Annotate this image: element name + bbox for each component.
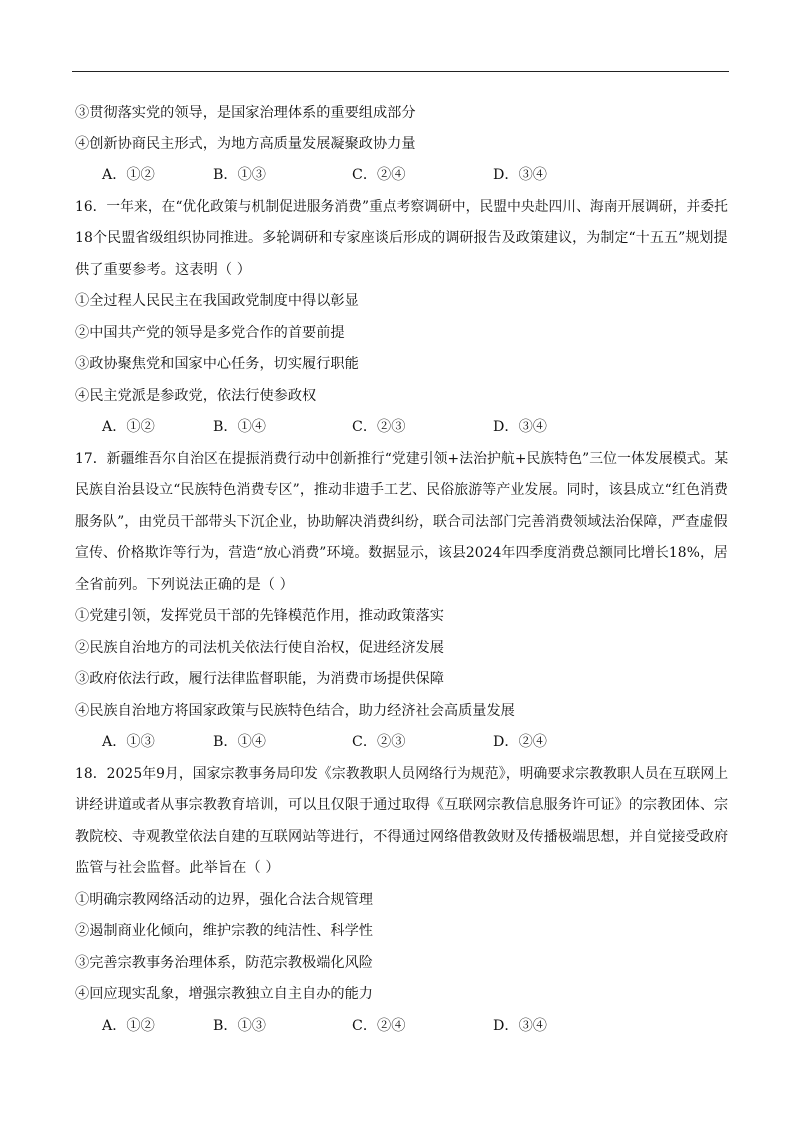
q15-option-c[interactable]: C．②④ (352, 167, 406, 183)
q17-stem-line-1: 17．新疆维吾尔自治区在提振消费行动中创新推行“党建引领+法治护航+民族特色”三位一体发展模式。某 (75, 451, 729, 467)
q15-option-d[interactable]: D．③④ (493, 167, 547, 183)
q16-option-d[interactable]: D．③④ (493, 419, 547, 435)
q18-stem-line-4: 监管与社会监督。此举旨在（ ） (75, 860, 280, 876)
q18-statement-2: ②遏制商业化倾向，维护宗教的纯洁性、科学性 (75, 923, 373, 939)
q18-stem-line-2: 讲经讲道或者从事宗教教育培训，可以且仅限于通过取得《互联网宗教信息服务许可证》的宗教团体、宗 (75, 797, 729, 813)
q18-option-d[interactable]: D．③④ (493, 1018, 547, 1034)
q16-statement-1: ①全过程人民民主在我国政党制度中得以彰显 (75, 293, 359, 309)
q16-stem-line-1: 16．一年来，在“优化政策与机制促进服务消费”重点考察调研中，民盟中央赴四川、海南开展调研，并委托 (75, 199, 728, 215)
q17-stem-line-2: 民族自治县设立“民族特色消费专区”，推动非遗手工艺、民俗旅游等产业发展。同时，该县成立“红色消费 (75, 482, 729, 498)
q18-stem-line-1: 18．2025年9月，国家宗教事务局印发《宗教教职人员网络行为规范》，明确要求宗教教职人员在互联网上 (75, 766, 729, 782)
q15-option-b[interactable]: B．①③ (213, 167, 266, 183)
q16-statement-4: ④民主党派是参政党，依法行使参政权 (75, 388, 317, 404)
q17-option-b[interactable]: B．①④ (213, 734, 266, 750)
q17-statement-2: ②民族自治地方的司法机关依法行使自治权，促进经济发展 (75, 640, 444, 656)
q15-option-a[interactable]: A．①② (102, 167, 155, 183)
q17-statement-4: ④民族自治地方将国家政策与民族特色结合，助力经济社会高质量发展 (75, 703, 515, 719)
q17-option-a[interactable]: A．①③ (102, 734, 155, 750)
q17-stem-line-3: 服务队”，由党员干部带头下沉企业，协助解决消费纠纷，联合司法部门完善消费领域法治保障，严查虚假 (75, 514, 728, 530)
q16-option-b[interactable]: B．①④ (213, 419, 266, 435)
q16-option-c[interactable]: C．②③ (352, 419, 406, 435)
q17-statement-1: ①党建引领，发挥党员干部的先锋模范作用，推动政策落实 (75, 608, 444, 624)
q18-statement-1: ①明确宗教网络活动的边界，强化合法合规管理 (75, 892, 373, 908)
q18-statement-4: ④回应现实乱象，增强宗教独立自主自办的能力 (75, 986, 373, 1002)
q17-stem-line-5: 全省前列。下列说法正确的是（ ） (75, 577, 294, 593)
q16-statement-2: ②中国共产党的领导是多党合作的首要前提 (75, 325, 345, 341)
q16-stem-line-3: 供了重要参考。这表明（ ） (75, 262, 252, 278)
q17-option-d[interactable]: D．②④ (493, 734, 547, 750)
q16-stem-line-2: 18个民盟省级组织协同推进。多轮调研和专家座谈后形成的调研报告及政策建议，为制定“十五五”规划提 (75, 230, 728, 246)
q17-statement-3: ③政府依法行政，履行法律监督职能，为消费市场提供保障 (75, 671, 444, 687)
q18-option-b[interactable]: B．①③ (213, 1018, 266, 1034)
q16-option-a[interactable]: A．①② (102, 419, 155, 435)
q15-statement-3: ③贯彻落实党的领导，是国家治理体系的重要组成部分 (75, 105, 416, 121)
header-rule (72, 71, 729, 72)
q18-statement-3: ③完善宗教事务治理体系，防范宗教极端化风险 (75, 955, 373, 971)
q16-statement-3: ③政协聚焦党和国家中心任务，切实履行职能 (75, 356, 359, 372)
q15-statement-4: ④创新协商民主形式，为地方高质量发展凝聚政协力量 (75, 136, 416, 152)
q17-option-c[interactable]: C．②③ (352, 734, 406, 750)
q17-stem-line-4: 宣传、价格欺诈等行为，营造“放心消费”环境。数据显示，该县2024年四季度消费总额同比增长18%，居 (75, 545, 728, 561)
q18-option-a[interactable]: A．①② (102, 1018, 155, 1034)
q18-option-c[interactable]: C．②④ (352, 1018, 406, 1034)
q18-stem-line-3: 教院校、寺观教堂依法自建的互联网站等进行，不得通过网络借教敛财及传播极端思想，并自觉接受政府 (75, 829, 729, 845)
